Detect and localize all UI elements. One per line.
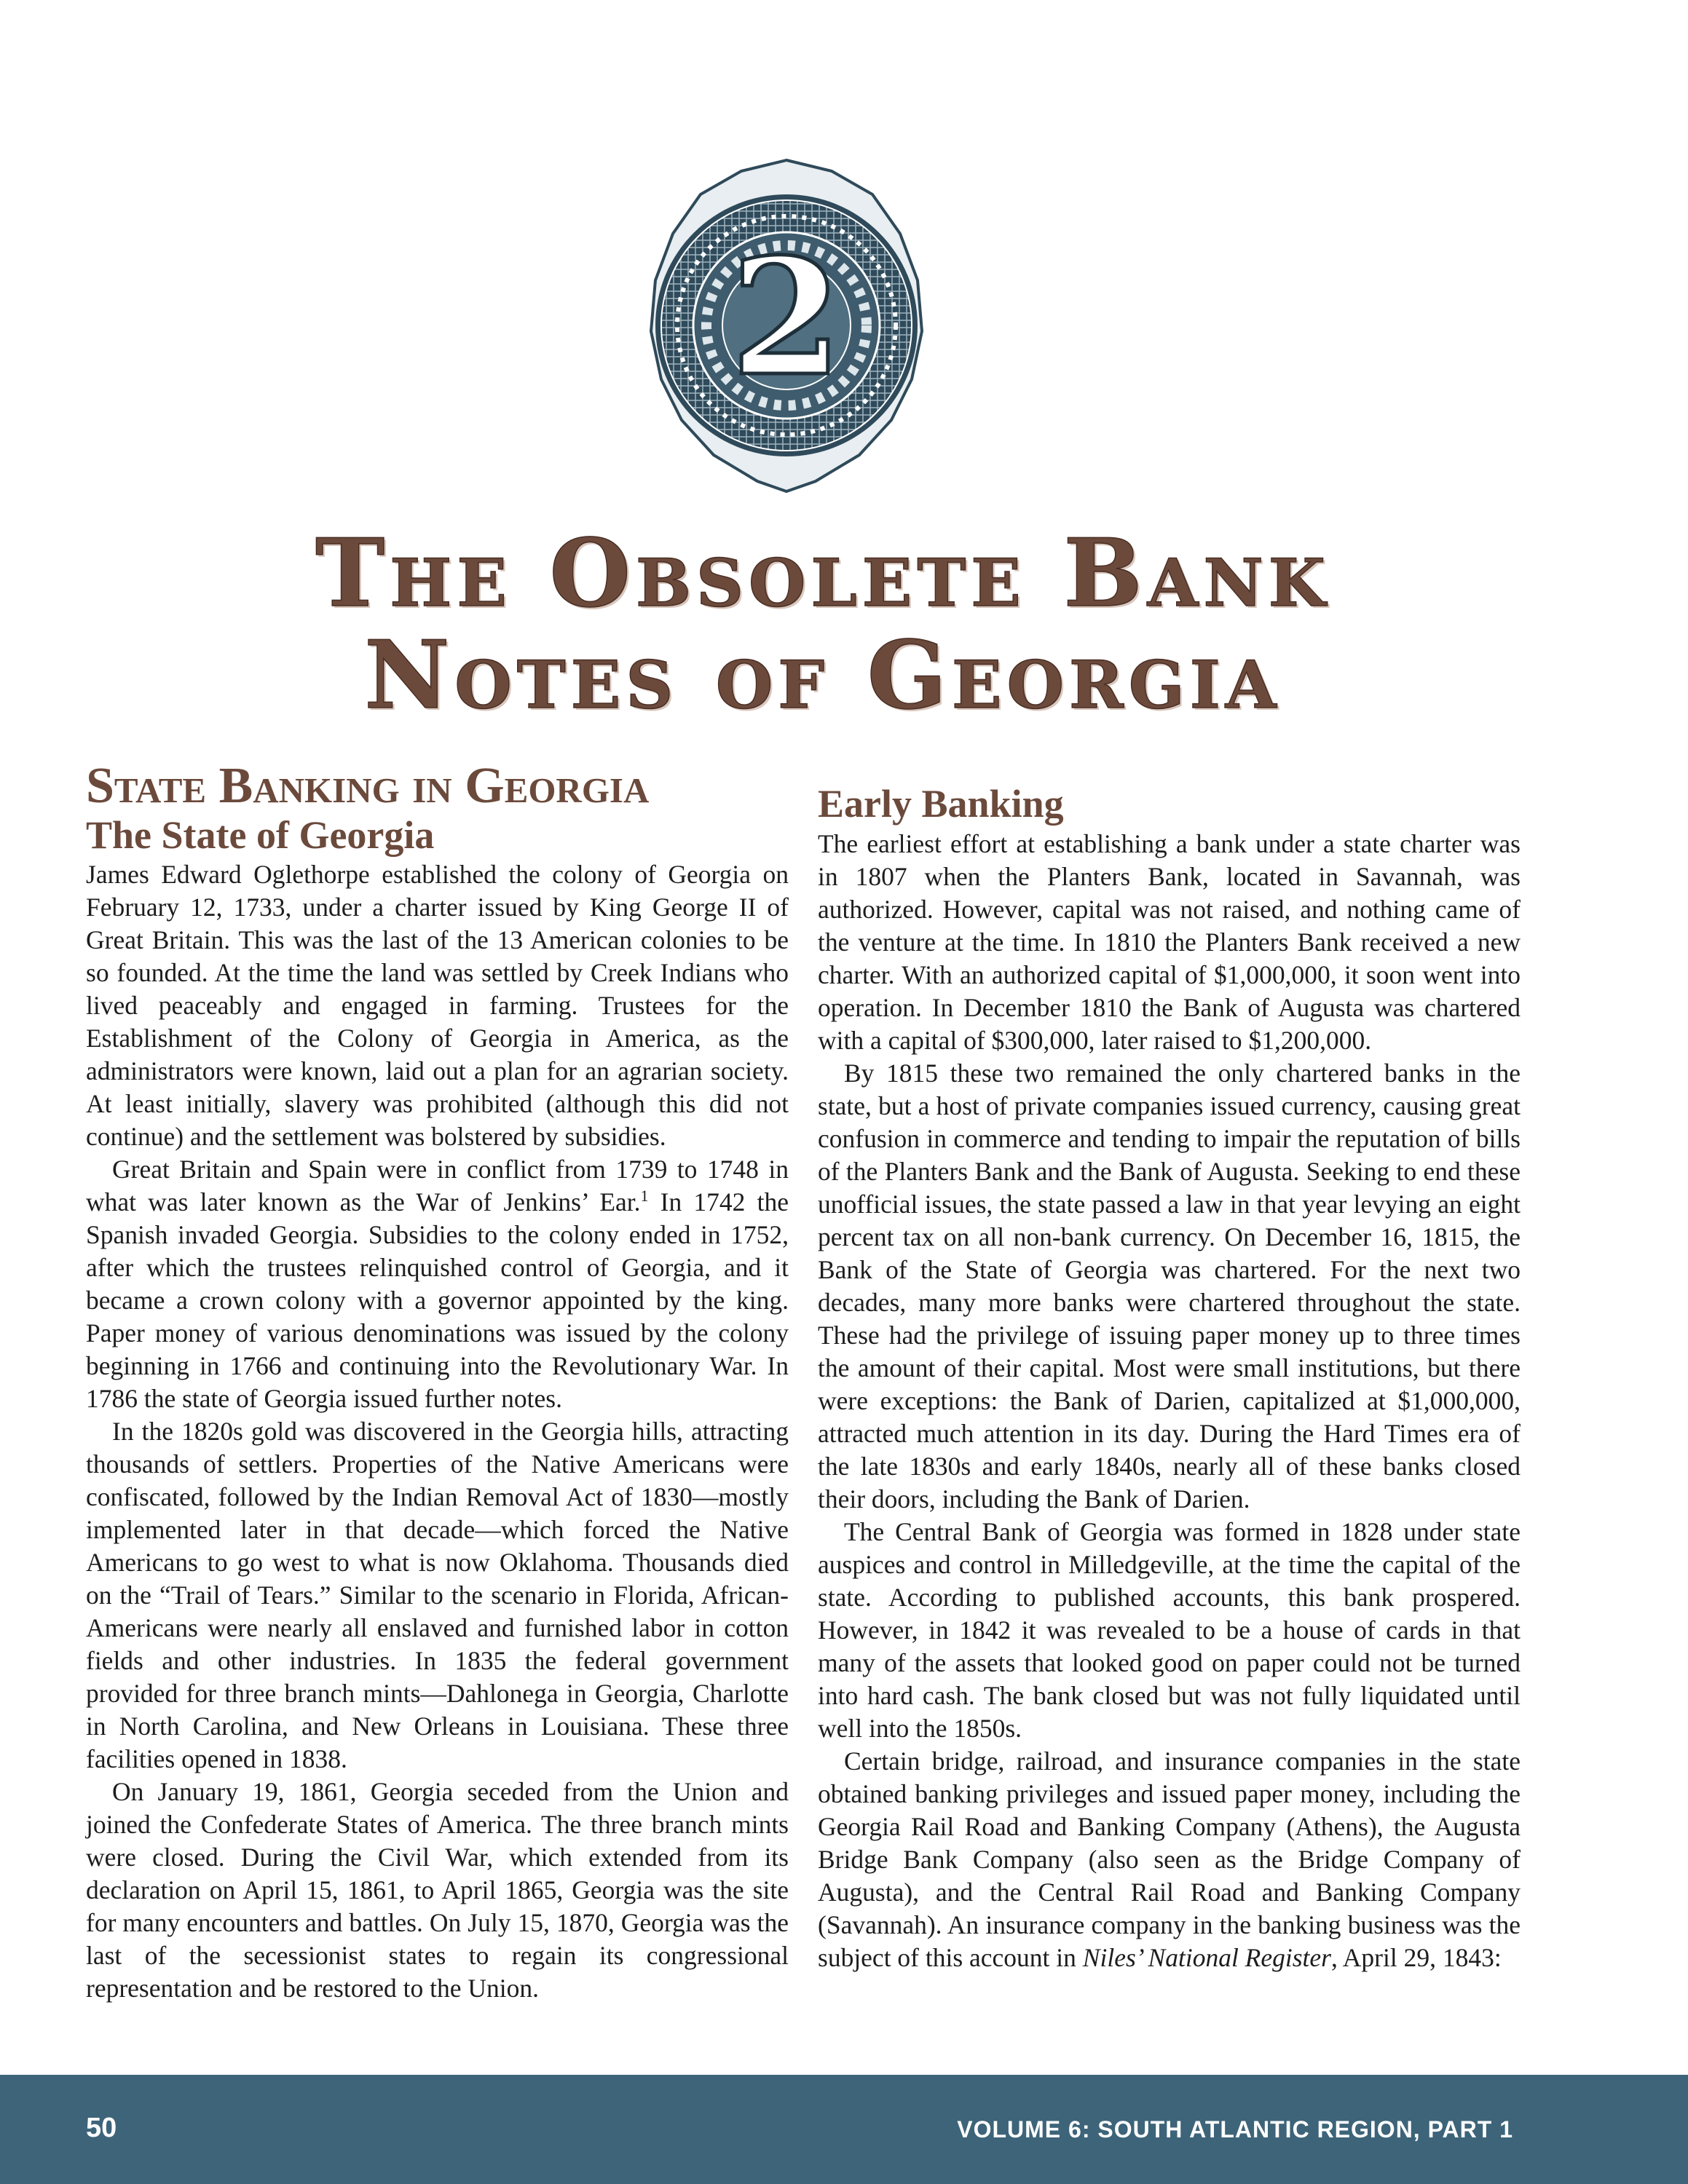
chapter-title — [131, 519, 1515, 730]
chapter-title-line-1: The Obsolete Bank — [315, 519, 1330, 628]
volume-title: VOLUME 6: SOUTH ATLANTIC REGION, PART 1 — [957, 2116, 1513, 2143]
paragraph: James Edward Oglethorpe established the colony of Georgia on February 12, 1733, under a charter issued by King George II of Great Britain. This was the last of the 13 American colonies to be so founded. At the time the land was settled by Creek Indians who lived peaceably and engaged in farming. Trustees for the Establishment of the Colony of Georgia in America, as the administrators were known, laid out a plan for an agrarian society. At least initially, slavery was prohibited (although this did not continue) and the settlement was bolstered by subsidies. — [86, 860, 789, 1151]
paragraph — [86, 1153, 789, 1415]
chapter-numeral: 2 — [730, 223, 843, 411]
paragraph — [818, 1745, 1521, 1974]
paragraph-text: Certain bridge, railroad, and insurance companies in the state obtained banking privileges and issued paper money, including the Georgia Rail Road and Banking Company (Athens), the Augusta Bridge Bank Company (also seen as the Bridge Company of Augusta), and the Central Rail Road and Banking Company (Savannah). An insurance company in the banking business was the subject of this account in — [818, 1746, 1521, 1972]
subheading-state-of-georgia: The State of Georgia — [86, 813, 435, 857]
citation-date: , April 29, 1843: — [1330, 1943, 1502, 1972]
paragraph: The earliest effort at establishing a bank under a state charter was in 1807 when the Planters Bank, located in Savannah, was authorized. However, capital was not raised, and nothing came of the venture at the time. In 1810 the Planters Bank received a new charter. With an authorized capital of $1,000,000, it soon went into operation. In December 1810 the Bank of Augusta was chartered with a capital of $300,000, later raised to $1,200,000. — [818, 829, 1521, 1055]
paragraph-text: Great Britain and Spain were in conflict from 1739 to 1748 in what was later known as the War of Jenkins’ Ear. — [86, 1155, 789, 1216]
section-heading: State Banking in Georgia — [86, 758, 650, 814]
right-column — [818, 757, 1521, 1974]
chapter-number-emblem — [641, 157, 932, 499]
citation-title: Niles’ National Register — [1082, 1943, 1331, 1972]
paragraph: The Central Bank of Georgia was formed in 1828 under state auspices and control in Milledgeville, at the time the capital of the state. According to published accounts, this bank prospered. However, in 1842 it was revealed to be a house of cards in that many of the assets that looked good on paper could not be turned into hard cash. The bank closed but was not fully liquidated until well into the 1850s. — [818, 1517, 1521, 1743]
page-number: 50 — [86, 2113, 117, 2143]
paragraph-text: In 1742 the Spanish invaded Georgia. Subsidies to the colony ended in 1752, after which the trustees relinquished control of Georgia, and it became a crown colony with a governor appointed by the king. Paper money of various denominations was issued by the colony beginning in 1766 and continuing into the Revolutionary War. In 1786 the state of Georgia issued further notes. — [86, 1187, 789, 1413]
page-footer — [0, 2075, 1688, 2184]
paragraph: On January 19, 1861, Georgia seceded from the Union and joined the Confederate States of America. The three branch mints were closed. During the Civil War, which extended from its declaration on April 15, 1861, to April 1865, Georgia was the site for many encounters and battles. On July 15, 1870, Georgia was the last of the secessionist states to regain its congressional representation and be restored to the Union. — [86, 1777, 789, 2003]
subheading-early-banking: Early Banking — [818, 782, 1064, 826]
paragraph: By 1815 these two remained the only chartered banks in the state, but a host of private companies issued currency, causing great confusion in commerce and tending to impair the reputation of bills of the Planters Bank and the Bank of Augusta. Seeking to end these unofficial issues, the state passed a law in that year levying an eight percent tax on all non-bank currency. On December 16, 1815, the Bank of the State of Georgia was chartered. For the next two decades, many more banks were chartered throughout the state. These had the privilege of issuing paper money up to three times the amount of their capital. Most were small institutions, but there were exceptions: the Bank of Darien, capitalized at $1,000,000, attracted much attention in its day. During the Hard Times era of the late 1830s and early 1840s, nearly all of these banks closed their doors, including the Bank of Darien. — [818, 1059, 1521, 1514]
footnote-marker: 1 — [640, 1187, 649, 1206]
paragraph: In the 1820s gold was discovered in the Georgia hills, attracting thousands of settlers. Properties of the Native Americans were confiscated, followed by the Indian Removal Act of 1830—mostly implemented later in that decade—which forced the Native Americans to go west to what is now Oklahoma. Thousands died on the “Trail of Tears.” Similar to the scenario in Florida, African-Americans were nearly all enslaved and furnished labor in cotton fields and other industries. In 1835 the federal government provided for three branch mints—Dahlonega in Georgia, Charlotte in North Carolina, and New Orleans in Louisiana. These three facilities opened in 1838. — [86, 1417, 789, 1773]
chapter-title-line-2: Notes of Georgia — [364, 621, 1282, 730]
left-column — [86, 757, 789, 2005]
